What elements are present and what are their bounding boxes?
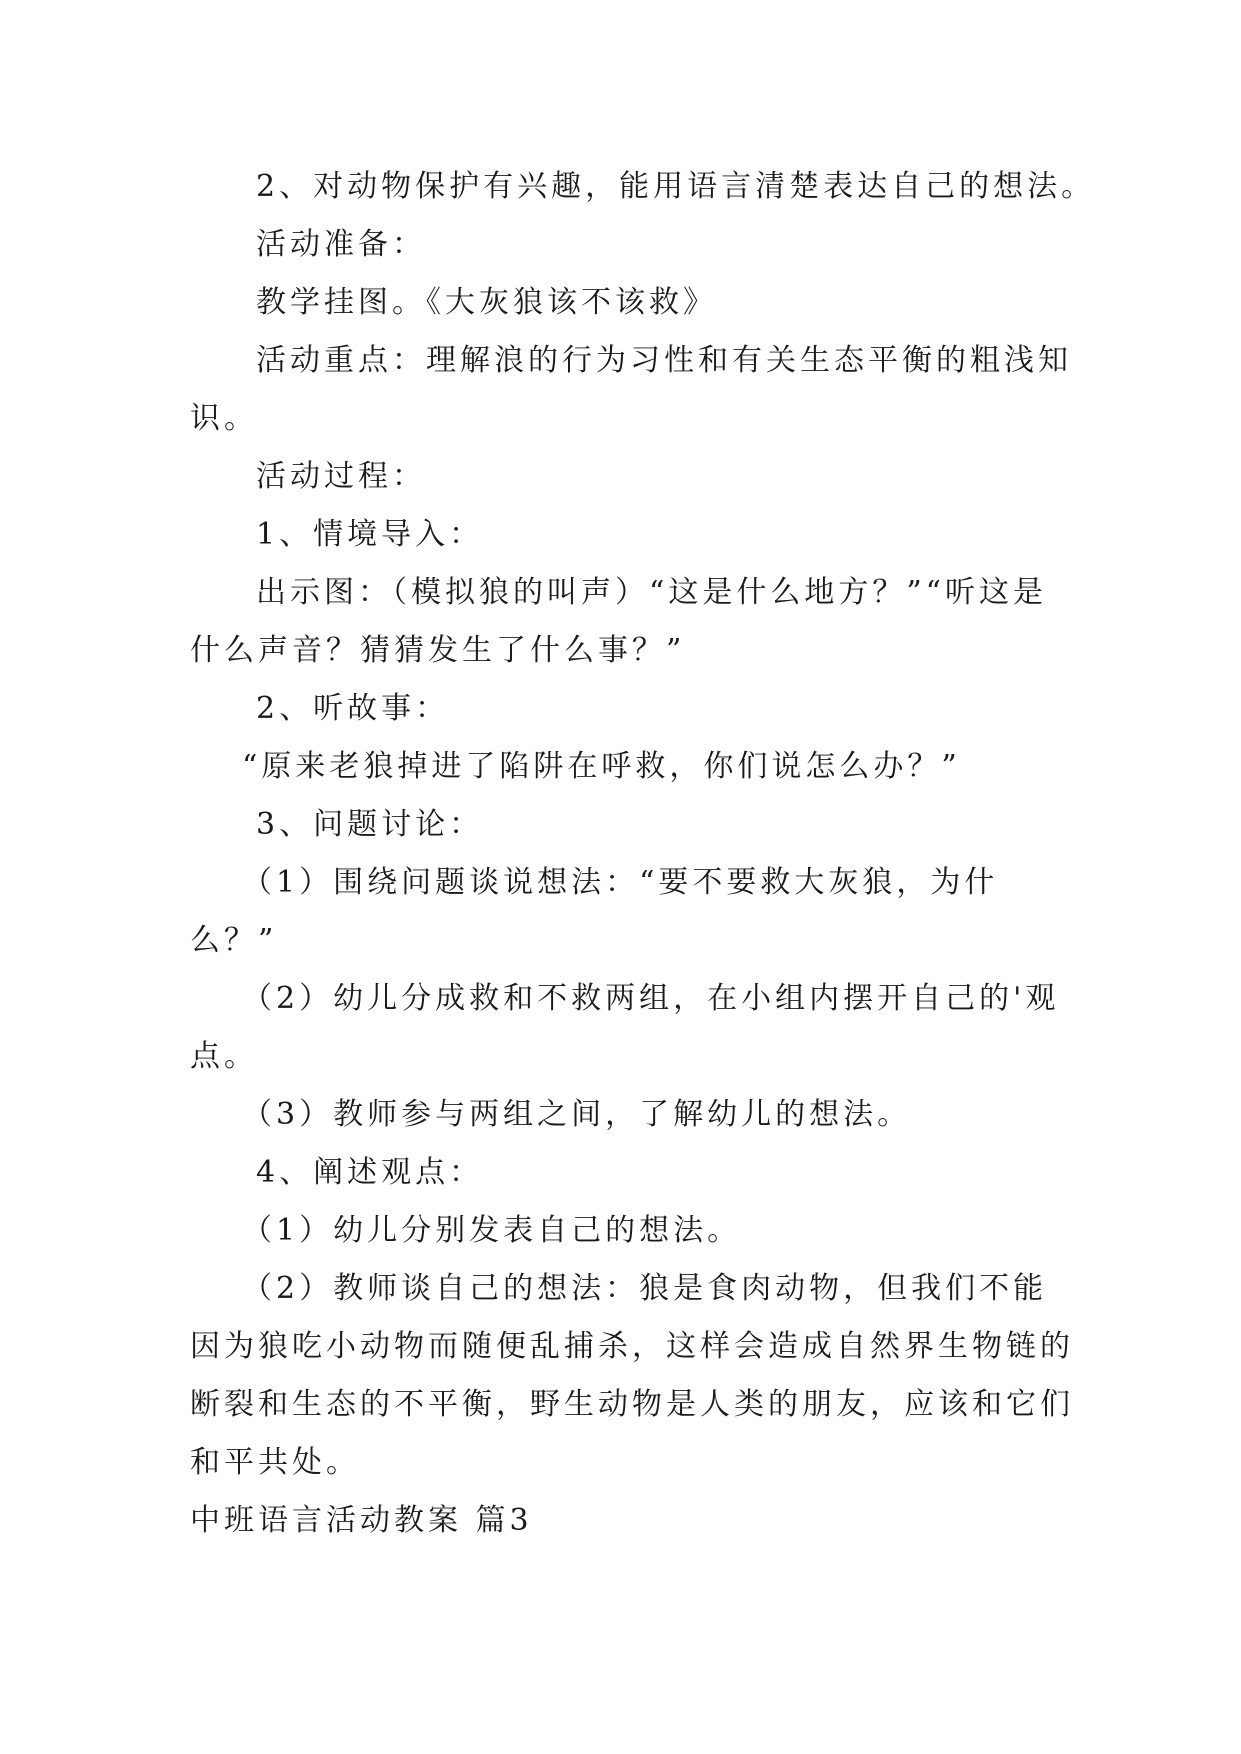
paragraph-viewpoint-2: （2）教师谈自己的想法：狼是食肉动物，但我们不能 因为狼吃小动物而随便乱捕杀，这样会造成自然界生物链的 断裂和生态的不平衡，野生动物是人类的朋友，应该和它们 和平共处。 xyxy=(190,1271,1074,1480)
paragraph-step-4: 4、阐述观点： xyxy=(256,1155,484,1190)
paragraph-show-picture: 出示图：（模拟狼的叫声）“这是什么地方？”“听这是 什么声音？猜猜发生了什么事？” xyxy=(190,575,1048,668)
paragraph-step-2: 2、听故事： xyxy=(256,691,450,726)
paragraph-discussion-2: （2）幼儿分成救和不救两组，在小组内摆开自己的'观 点。 xyxy=(190,981,1060,1074)
paragraph-discussion-1: （1）围绕问题谈说想法：“要不要救大灰狼，为什 么？” xyxy=(190,865,999,958)
paragraph-goal-2: 2、对动物保护有兴趣，能用语言清楚表达自己的想法。 xyxy=(256,169,1096,204)
paragraph-step-1: 1、情境导入： xyxy=(256,517,484,552)
paragraph-key-point: 活动重点：理解浪的行为习性和有关生态平衡的粗浅知 识。 xyxy=(190,343,1072,436)
document-body xyxy=(190,158,1096,1550)
paragraph-step-3: 3、问题讨论： xyxy=(256,807,484,842)
paragraph-preparation-label: 活动准备： xyxy=(256,227,426,262)
section-heading: 中班语言活动教案 篇3 xyxy=(190,1503,533,1538)
paragraph-viewpoint-1: （1）幼儿分别发表自己的想法。 xyxy=(242,1213,742,1248)
paragraph-story-quote: “原来老狼掉进了陷阱在呼救，你们说怎么办？” xyxy=(242,749,961,784)
paragraph-process-label: 活动过程： xyxy=(256,459,426,494)
paragraph-preparation-materials: 教学挂图。《大灰狼该不该救》 xyxy=(256,285,717,320)
paragraph-discussion-3: （3）教师参与两组之间，了解幼儿的想法。 xyxy=(242,1097,912,1132)
